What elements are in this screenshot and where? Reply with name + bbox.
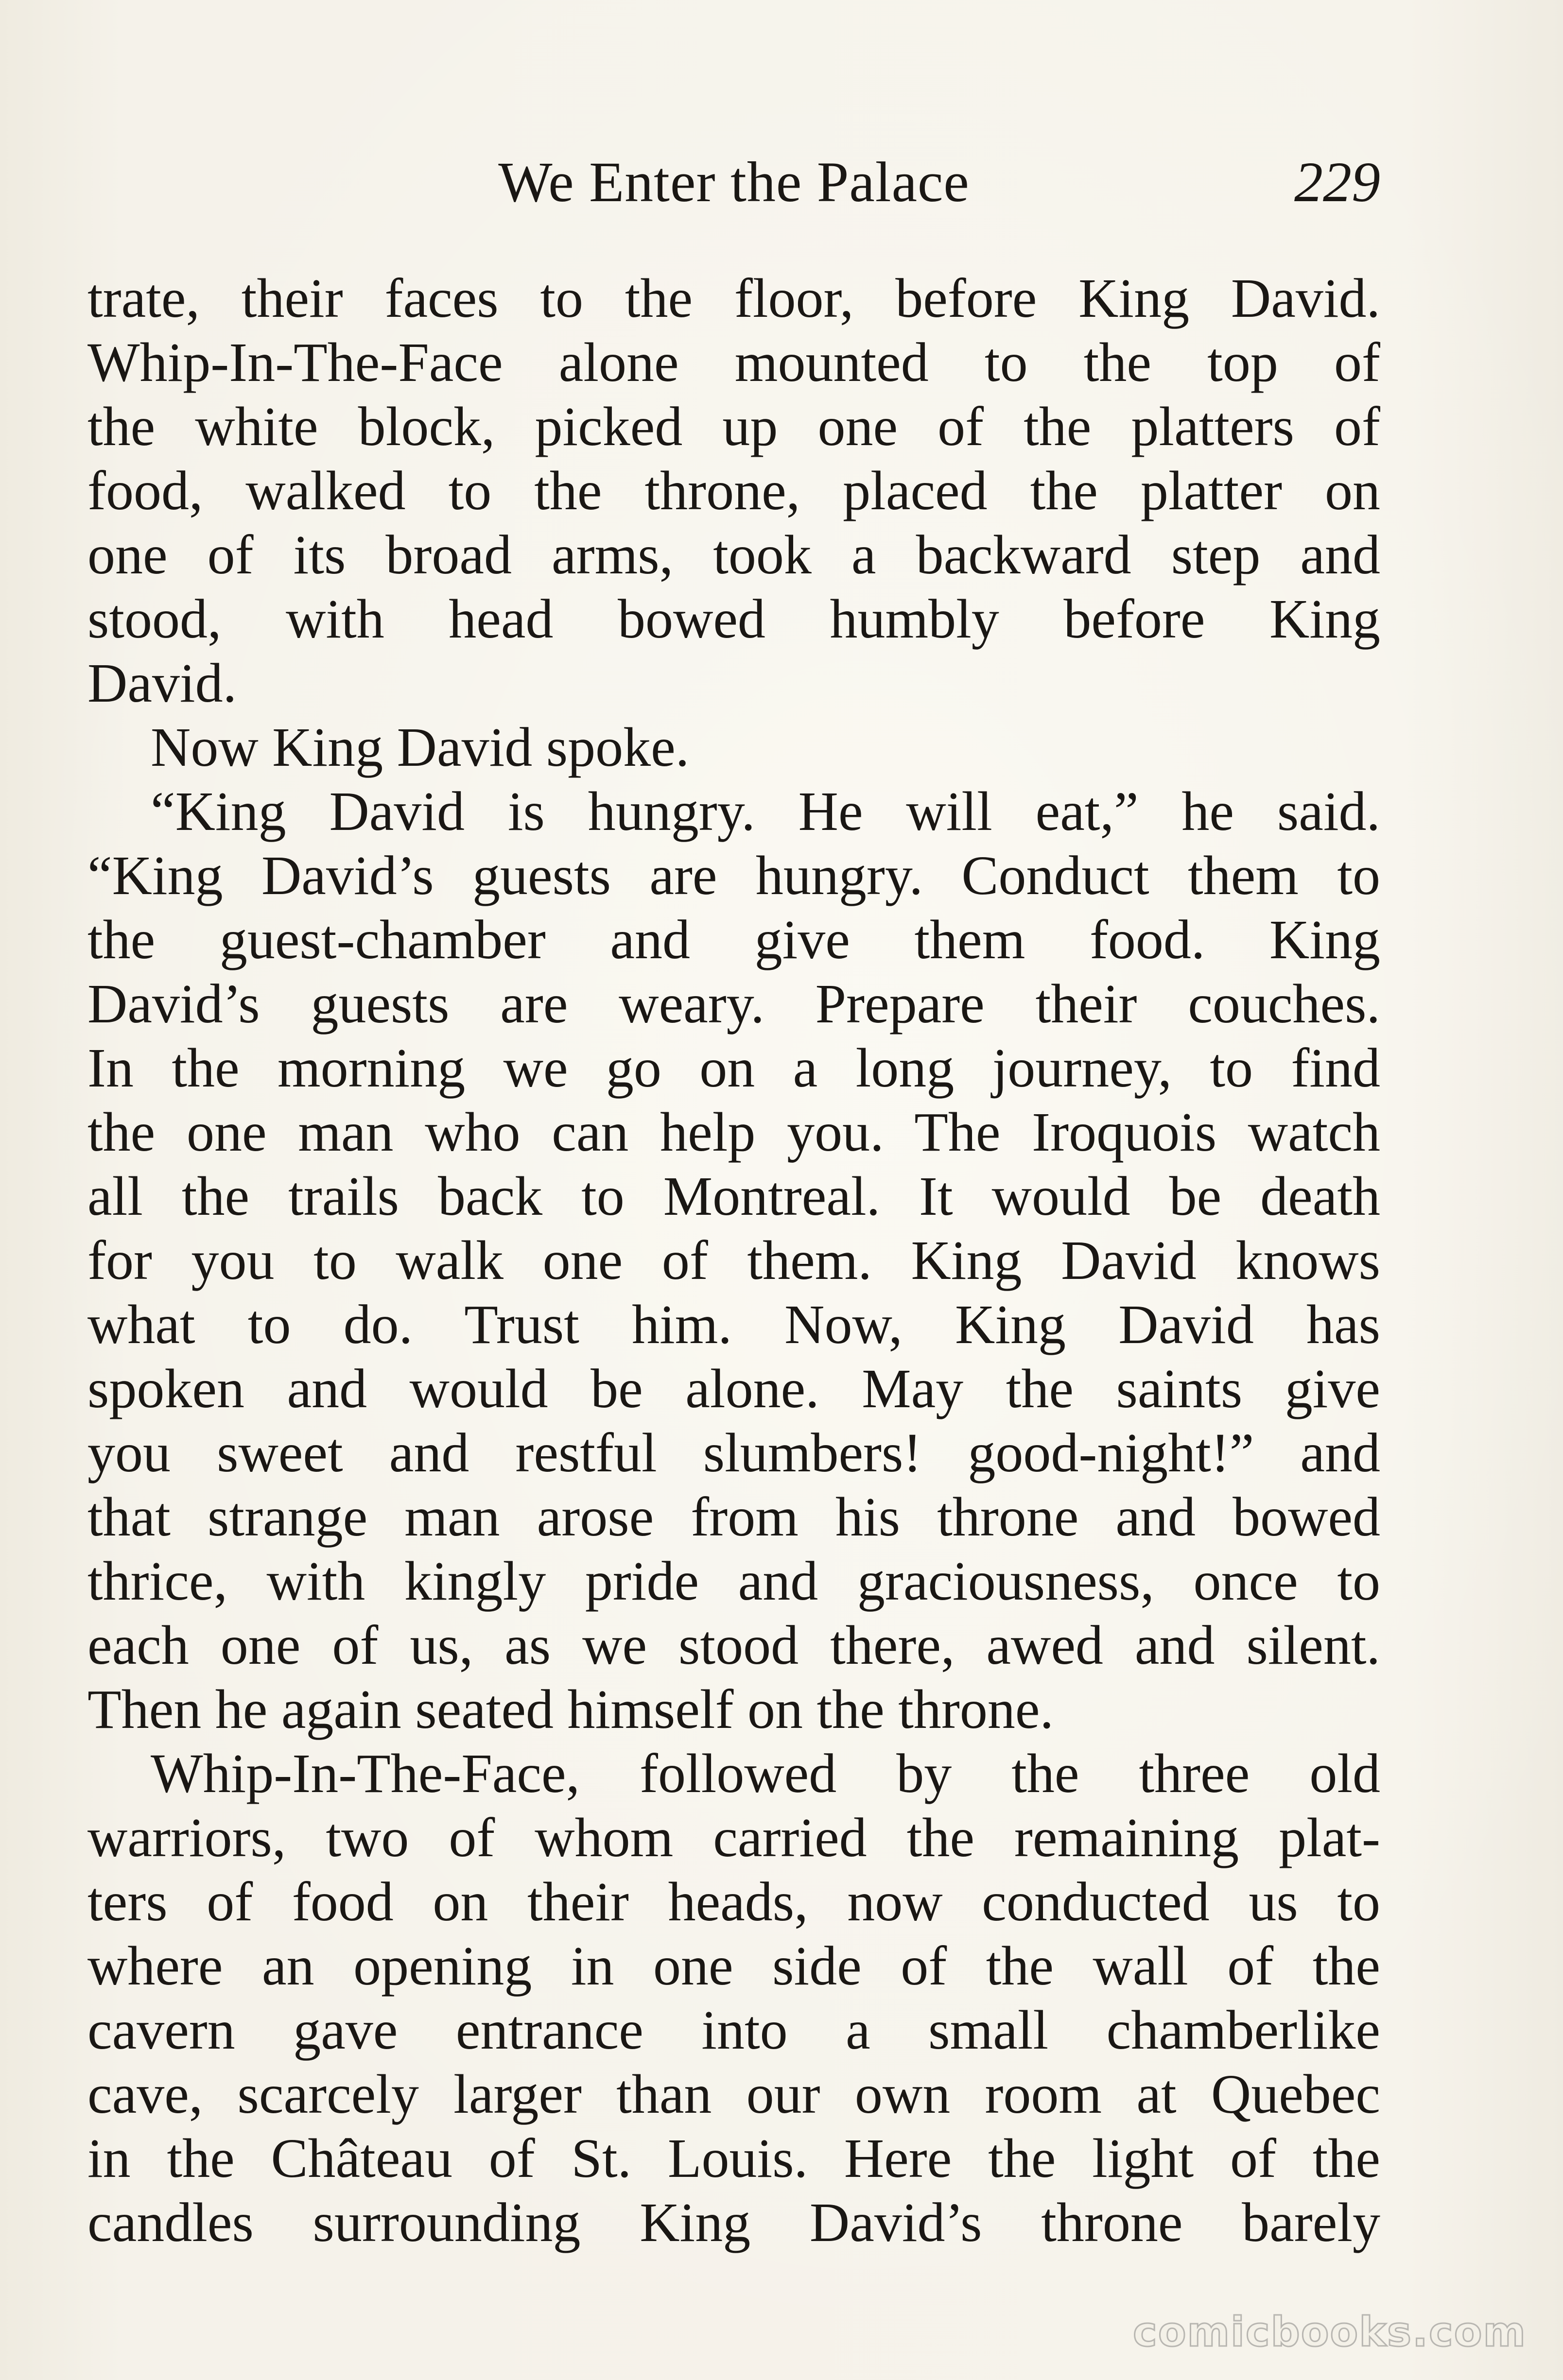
text-line: stood, with head bowed humbly before King: [87, 588, 1380, 650]
text-line: you sweet and restful slumbers! good-night!” and: [87, 1422, 1380, 1483]
watermark-logo: comicbooks.com: [1133, 2308, 1527, 2356]
text-line: In the morning we go on a long journey, to find: [87, 1037, 1380, 1099]
text-line: for you to walk one of them. King David knows: [87, 1229, 1380, 1291]
text-line: David’s guests are weary. Prepare their couches.: [87, 973, 1380, 1035]
text-line: the white block, picked up one of the platters of: [87, 396, 1380, 457]
text-line: that strange man arose from his throne and bowed: [87, 1486, 1380, 1548]
page-header: [87, 146, 1380, 219]
text-line: cavern gave entrance into a small chamberlike: [87, 1999, 1380, 2061]
page-number: 229: [1294, 150, 1380, 214]
text-line: cave, scarcely larger than our own room at Quebec: [87, 2063, 1380, 2125]
text-line: thrice, with kingly pride and graciousness, once to: [87, 1550, 1380, 1612]
text-line: “King David is hungry. He will eat,” he said.: [151, 780, 1380, 842]
text-line: the one man who can help you. The Iroquois watch: [87, 1101, 1380, 1163]
text-line: Now King David spoke.: [151, 716, 690, 778]
text-line: one of its broad arms, took a backward step and: [87, 524, 1380, 586]
text-line: each one of us, as we stood there, awed and silent.: [87, 1614, 1380, 1676]
text-line: Whip-In-The-Face, followed by the three old: [151, 1742, 1380, 1804]
running-title: We Enter the Palace: [498, 150, 970, 214]
text-line: “King David’s guests are hungry. Conduct them to: [87, 845, 1380, 906]
text-line: food, walked to the throne, placed the platter on: [87, 460, 1380, 521]
text-line: trate, their faces to the floor, before King David.: [87, 267, 1380, 329]
text-line: candles surrounding King David’s throne barely: [87, 2191, 1380, 2253]
body-text: [87, 266, 1380, 2255]
text-line: ters of food on their heads, now conducted us to: [87, 1871, 1380, 1932]
text-line: the guest-chamber and give them food. King: [87, 909, 1380, 970]
text-line: where an opening in one side of the wall of the: [87, 1935, 1380, 1997]
text-line: Then he again seated himself on the throne.: [87, 1678, 1054, 1740]
text-line: warriors, two of whom carried the remaining plat-: [87, 1807, 1380, 1868]
text-line: what to do. Trust him. Now, King David has: [87, 1293, 1380, 1355]
text-line: spoken and would be alone. May the saints give: [87, 1358, 1380, 1419]
text-line: all the trails back to Montreal. It would be death: [87, 1165, 1380, 1227]
text-line: David.: [87, 652, 237, 714]
text-line: in the Château of St. Louis. Here the light of the: [87, 2127, 1380, 2189]
text-line: Whip-In-The-Face alone mounted to the top of: [87, 331, 1380, 393]
